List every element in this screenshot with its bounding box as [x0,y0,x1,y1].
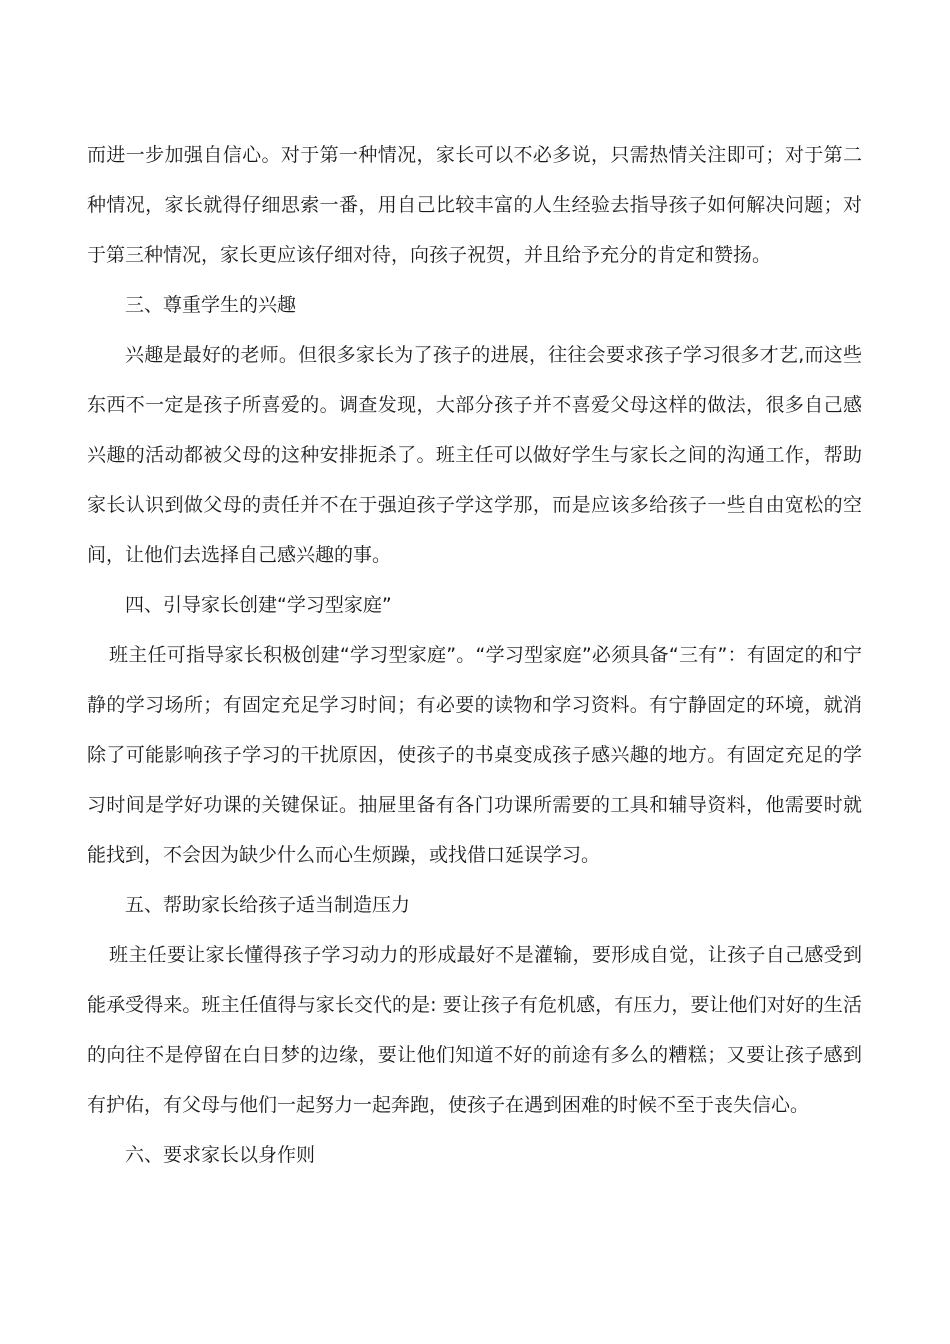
paragraph-pressure: 班主任要让家长懂得孩子学习动力的形成最好不是灌输，要形成自觉，让孩子自己感受到能承受得来。班主任值得与家长交代的是: 要让孩子有危机感，有压力，要让他们对好的生活的向往不是停留在白日梦的边缘，要让他们知道不好的前途有多么的糟糕；又要让孩子感到有护佑，有父母与他们一起努力一起奔跑，使孩子在遇到困难的时候不至于丧失信心。 [87,944,862,1116]
paragraph-learning-family: 班主任可指导家长积极创建“学习型家庭”。“学习型家庭”必须具备“三有”：有固定的和宁静的学习场所；有固定充足学习时间；有必要的读物和学习资料。有宁静固定的环境，就消除了可能影响孩子学习的干扰原因，使孩子的书桌变成孩子感兴趣的地方。有固定充足的学习时间是学好功课的关键保证。抽屉里备有各门功课所需要的工具和辅导资料，他需要时就能找到，不会因为缺少什么而心生烦躁，或找借口延误学习。 [87,644,862,866]
section-heading-5: 五、帮助家长给孩子适当制造压力 [125,894,411,916]
section-heading-4: 四、引导家长创建“学习型家庭” [125,594,392,616]
section-heading-6: 六、要求家长以身作则 [125,1144,316,1166]
paragraph-continuation: 而进一步加强自信心。对于第一种情况，家长可以不必多说，只需热情关注即可；对于第二种情况，家长就得仔细思索一番，用自己比较丰富的人生经验去指导孩子如何解决问题；对于第三种情况，家长更应该仔细对待，向孩子祝贺，并且给予充分的肯定和赞扬。 [87,144,862,266]
section-heading-3: 三、尊重学生的兴趣 [125,294,297,316]
document-body [87,130,862,1180]
paragraph-interest: 兴趣是最好的老师。但很多家长为了孩子的进展，往往会要求孩子学习很多才艺,而这些东西不一定是孩子所喜爱的。调查发现，大部分孩子并不喜爱父母这样的做法，很多自己感兴趣的活动都被父母的这种安排扼杀了。班主任可以做好学生与家长之间的沟通工作，帮助家长认识到做父母的责任并不在于强迫孩子学这学那，而是应该多给孩子一些自由宽松的空间，让他们去选择自己感兴趣的事。 [87,344,862,566]
